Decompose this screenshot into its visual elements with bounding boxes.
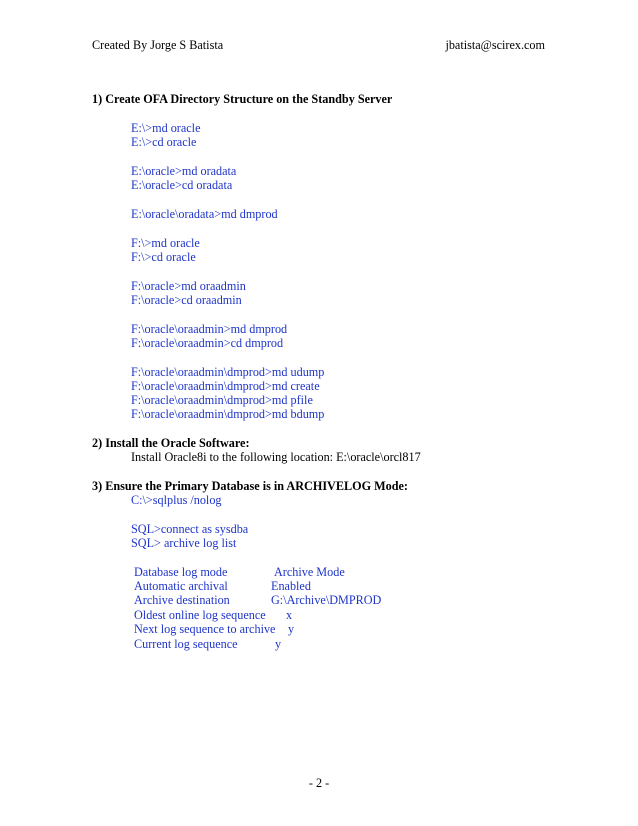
command-line: F:\oracle>cd oraadmin — [131, 293, 242, 307]
archive-row — [134, 637, 282, 652]
command-line: E:\oracle\oradata>md dmprod — [131, 207, 278, 221]
command-line: F:\>md oracle — [131, 236, 200, 250]
command-line: F:\oracle>md oraadmin — [131, 279, 246, 293]
command-line: C:\>sqlplus /nolog — [131, 493, 222, 507]
archive-value: Archive Mode — [274, 565, 345, 579]
archive-value: Enabled — [271, 579, 311, 593]
install-instruction: Install Oracle8i to the following location: E:\oracle\orcl817 — [131, 450, 421, 464]
archive-label: Automatic archival — [134, 579, 228, 593]
archive-value: x — [286, 608, 293, 622]
command-line: SQL> archive log list — [131, 536, 237, 550]
header-author: Created By Jorge S Batista — [92, 38, 224, 52]
command-line: F:\oracle\oraadmin\dmprod>md pfile — [131, 393, 313, 407]
archive-row — [134, 565, 345, 580]
archive-label: Next log sequence to archive — [134, 622, 276, 636]
section-3-heading: 3) Ensure the Primary Database is in ARCHIVELOG Mode: — [92, 479, 408, 493]
command-line: E:\>md oracle — [131, 121, 201, 135]
command-line: F:\oracle\oraadmin>cd dmprod — [131, 336, 284, 350]
archive-row — [134, 593, 382, 608]
archive-row — [134, 608, 293, 623]
archive-row — [134, 579, 311, 594]
header-email: jbatista@scirex.com — [445, 38, 545, 52]
command-line: F:\oracle\oraadmin\dmprod>md create — [131, 379, 320, 393]
command-line: F:\oracle\oraadmin>md dmprod — [131, 322, 288, 336]
archive-value: G:\Archive\DMPROD — [271, 593, 382, 607]
command-line: E:\oracle>md oradata — [131, 164, 237, 178]
command-line: E:\oracle>cd oradata — [131, 178, 233, 192]
command-line: F:\>cd oracle — [131, 250, 196, 264]
archive-label: Database log mode — [134, 565, 228, 579]
command-line: SQL>connect as sysdba — [131, 522, 249, 536]
archive-label: Current log sequence — [134, 637, 238, 651]
section-2-heading: 2) Install the Oracle Software: — [92, 436, 250, 450]
page-number: - 2 - — [308, 776, 330, 790]
section-1-heading: 1) Create OFA Directory Structure on the Standby Server — [92, 92, 393, 106]
archive-label: Archive destination — [134, 593, 230, 607]
command-line: F:\oracle\oraadmin\dmprod>md udump — [131, 365, 325, 379]
archive-row — [134, 622, 295, 637]
command-line: F:\oracle\oraadmin\dmprod>md bdump — [131, 407, 325, 421]
command-line: E:\>cd oracle — [131, 135, 197, 149]
archive-value: y — [288, 622, 295, 636]
archive-value: y — [275, 637, 282, 651]
archive-label: Oldest online log sequence — [134, 608, 266, 622]
